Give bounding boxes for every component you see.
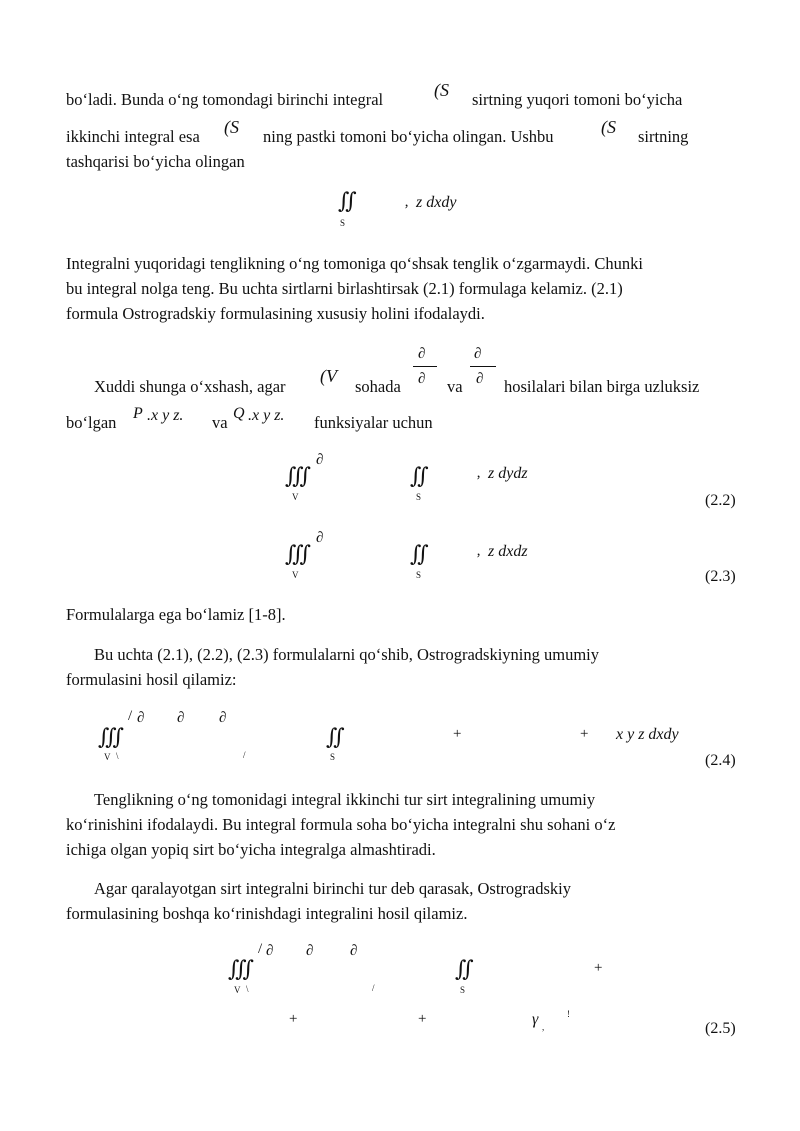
integral-limit: V — [234, 985, 241, 995]
text-line: ikkinchi integral esa — [66, 127, 200, 146]
integral-limit: V — [292, 570, 299, 580]
text-line: sohada — [355, 377, 401, 396]
integral-limit: S — [416, 492, 422, 502]
math-args: .x y z. — [147, 407, 184, 424]
partial-symbol: ∂ — [306, 943, 314, 959]
math-Q: Q — [233, 405, 245, 422]
formula-tick: ‚ — [476, 543, 481, 559]
partial-symbol: ∂ — [177, 710, 185, 726]
text-line: funksiyalar uchun — [314, 413, 433, 432]
text-line: tashqarisi bo‘yicha olingan — [66, 152, 245, 171]
paren-fragment: / — [128, 708, 133, 724]
paren-fragment: \ — [116, 751, 119, 761]
equation-number: (2.4) — [705, 752, 736, 769]
math-args: .x y z. — [248, 407, 285, 424]
integral-limit: S — [330, 752, 336, 762]
double-integral-sign: ∬ — [410, 463, 429, 488]
math-s-surface: (S — [601, 117, 616, 137]
integral-limit: S — [416, 570, 422, 580]
formula-tail: z dydz — [488, 465, 528, 482]
integral-limit: V — [292, 492, 299, 502]
text-line: formulasining boshqa ko‘rinishdagi integralini hosil qilamiz. — [66, 904, 468, 923]
partial-symbol: ∂ — [137, 710, 145, 726]
double-integral-sign: ∬ — [338, 188, 357, 213]
text-line: Agar qaralayotgan sirt integralni birinchi tur deb qarasak, Ostrogradskiy — [94, 879, 571, 898]
double-integral-sign: ∬ — [326, 724, 345, 749]
text-line: bo‘lgan — [66, 413, 117, 432]
fragment: ! — [567, 1009, 570, 1019]
triple-integral-sign: ∭ — [228, 956, 255, 981]
text-line: ko‘rinishini ifodalaydi. Bu integral formula soha bo‘yicha integralni shu sohani o‘z — [66, 815, 616, 834]
partial-symbol: ∂ — [418, 346, 426, 362]
math-s-surface: (S — [224, 117, 239, 137]
plus-sign: + — [418, 1011, 427, 1027]
text-line: Integralni yuqoridagi tenglikning o‘ng tomoniga qo‘shsak tenglik o‘zgarmaydi. Chunki — [66, 254, 643, 273]
paren-fragment: \ — [246, 984, 249, 994]
fraction-bar — [470, 366, 496, 367]
partial-symbol: ∂ — [219, 710, 227, 726]
partial-symbol: ∂ — [266, 943, 274, 959]
text-line: bu integral nolga teng. Bu uchta sirtlarni birlashtirsak (2.1) formulaga kelamiz. (2.1) — [66, 279, 623, 298]
double-integral-sign: ∬ — [410, 541, 429, 566]
plus-sign: + — [594, 960, 603, 976]
plus-sign: + — [580, 726, 589, 742]
text-line: formula Ostrogradskiy formulasining xususiy holini ifodalaydi. — [66, 304, 485, 323]
text-line: Bu uchta (2.1), (2.2), (2.3) formulalarni qo‘shib, Ostrogradskiyning umumiy — [94, 645, 599, 664]
integral-limit: V — [104, 752, 111, 762]
equation-number: (2.2) — [705, 492, 736, 509]
text-line: ichiga olgan yopiq sirt bo‘yicha integralga almashtiradi. — [66, 840, 436, 859]
integral-limit: S — [340, 218, 346, 228]
text-line: Tenglikning o‘ng tomonidagi integral ikkinchi tur sirt integralining umumiy — [94, 790, 596, 809]
partial-symbol: ∂ — [418, 371, 426, 387]
partial-symbol: ∂ — [316, 530, 324, 546]
text-line: bo‘ladi. Bunda o‘ng tomondagi birinchi integral — [66, 90, 384, 109]
formula-tail: z dxdy — [416, 194, 457, 211]
math-v-domain: (V — [320, 366, 337, 386]
text-line: va — [212, 413, 228, 432]
partial-symbol: ∂ — [476, 371, 484, 387]
double-integral-sign: ∬ — [455, 956, 474, 981]
text-line: hosilalari bilan birga uzluksiz — [504, 377, 700, 396]
fraction-bar — [413, 366, 437, 367]
formula-tick: ‚ — [476, 465, 481, 481]
formula-tail: z dxdz — [488, 543, 528, 560]
text-line: Formulalarga ega bo‘lamiz [1-8]. — [66, 605, 286, 624]
triple-integral-sign: ∭ — [285, 541, 312, 566]
text-line: sirtning yuqori tomoni bo‘yicha — [472, 90, 683, 109]
plus-sign: + — [453, 726, 462, 742]
text-line: ning pastki tomoni bo‘yicha olingan. Ushbu — [263, 127, 554, 146]
text-line: sirtning — [638, 127, 689, 146]
partial-symbol: ∂ — [316, 452, 324, 468]
triple-integral-sign: ∭ — [98, 724, 125, 749]
text-line: Xuddi shunga o‘xshash, agar — [94, 377, 286, 396]
partial-symbol: ∂ — [350, 943, 358, 959]
text-line: formulasini hosil qilamiz: — [66, 670, 237, 689]
paren-fragment: / — [258, 941, 263, 957]
formula-tick: ‚ — [404, 194, 409, 210]
paren-fragment: / — [243, 750, 246, 760]
equation-number: (2.5) — [705, 1020, 736, 1037]
equation-number: (2.3) — [705, 568, 736, 585]
math-s-surface: (S — [434, 80, 449, 100]
formula-tail: x y z dxdy — [616, 726, 679, 743]
paren-fragment: / — [372, 983, 375, 993]
math-P: P — [133, 405, 143, 422]
subscript-fragment: , — [542, 1022, 545, 1032]
integral-limit: S — [460, 985, 466, 995]
plus-sign: + — [289, 1011, 298, 1027]
triple-integral-sign: ∭ — [285, 463, 312, 488]
text-line: va — [447, 377, 463, 396]
partial-symbol: ∂ — [474, 346, 482, 362]
gamma-symbol: γ — [532, 1011, 539, 1028]
